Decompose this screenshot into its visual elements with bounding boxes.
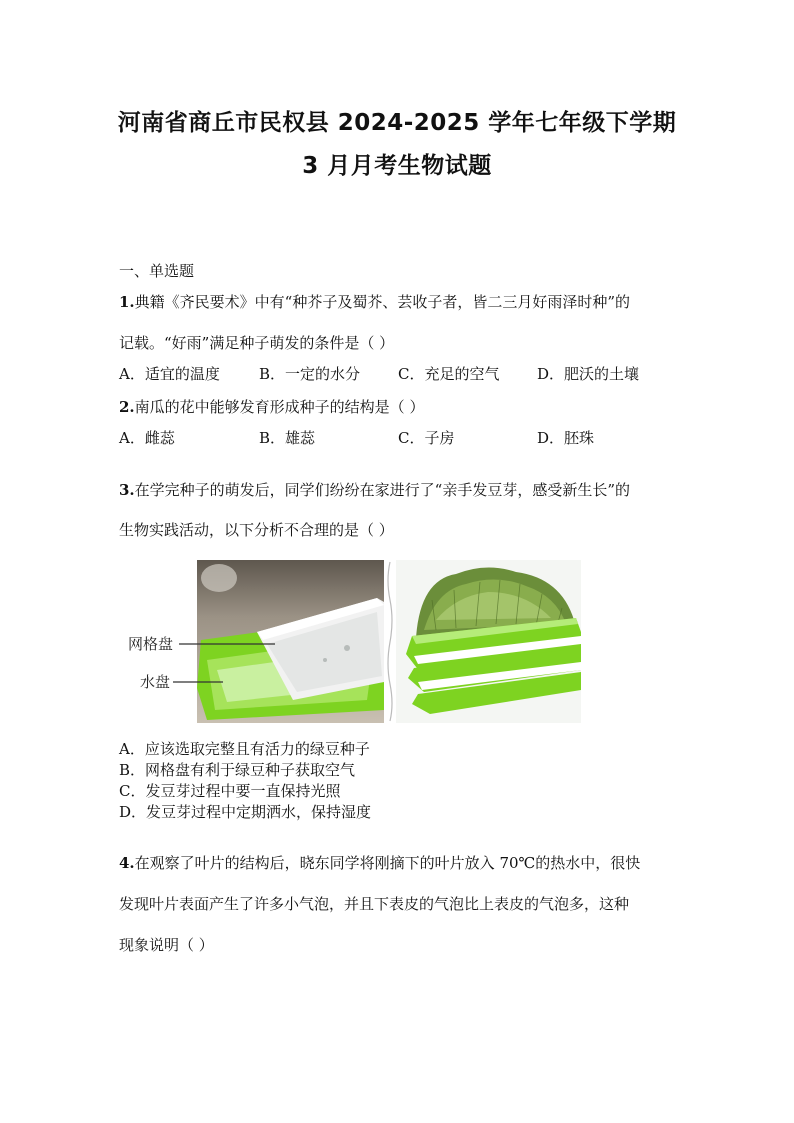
- question-1-text-1: 典籍《齐民要术》中有“种芥子及蜀芥、芸收子者，皆二三月好雨泽时种”的: [134, 293, 631, 311]
- question-3-line-1: [119, 479, 630, 500]
- question-2-number: 2.: [119, 398, 135, 416]
- question-4-line-1: [119, 852, 640, 873]
- question-2-text-1: 南瓜的花中能够发育形成种子的结构是（ ）: [134, 398, 425, 416]
- page-title-line-2: 3 月月考生物试题: [302, 153, 492, 179]
- question-4-line-3: 现象说明（ ）: [119, 936, 214, 954]
- question-3-line-2: 生物实践活动，以下分析不合理的是（ ）: [119, 521, 394, 539]
- question-3-number: 3.: [119, 481, 135, 499]
- question-2-option-b[interactable]: B．雄蕊: [259, 429, 316, 447]
- question-3-option-a[interactable]: A．应该选取完整且有活力的绿豆种子: [119, 740, 370, 758]
- question-2-option-d[interactable]: D．胚珠: [537, 429, 595, 447]
- question-3-option-b[interactable]: B．网格盘有利于绿豆种子获取空气: [119, 761, 356, 779]
- question-1-option-b[interactable]: B．一定的水分: [259, 365, 361, 383]
- question-4-number: 4.: [119, 854, 135, 872]
- bean-sprout-figure: [128, 560, 581, 723]
- question-2-option-c[interactable]: C．子房: [398, 429, 455, 447]
- figure-label-water-tray: 水盘: [140, 673, 171, 691]
- question-1-option-c[interactable]: C．充足的空气: [398, 365, 500, 383]
- page-title-line-1: 河南省商丘市民权县 2024-2025 学年七年级下学期: [117, 110, 677, 136]
- sprout-photo: [396, 560, 581, 723]
- question-1-line-2: 记载。“好雨”满足种子萌发的条件是（ ）: [119, 334, 395, 352]
- section-heading: 一、单选题: [119, 262, 195, 280]
- question-1-number: 1.: [119, 293, 135, 311]
- figure-label-mesh-tray: 网格盘: [128, 635, 174, 653]
- question-3-option-d[interactable]: D．发豆芽过程中定期洒水，保持湿度: [119, 803, 372, 821]
- question-1-line-1: [119, 291, 630, 312]
- figure-divider: [384, 560, 396, 723]
- question-4-text-1: 在观察了叶片的结构后，晓东同学将刚摘下的叶片放入 70℃的热水中，很快: [134, 854, 641, 872]
- question-3-text-1: 在学完种子的萌发后，同学们纷纷在家进行了“亲手发豆芽，感受新生长”的: [134, 481, 631, 499]
- question-2-option-a[interactable]: A．雌蕊: [119, 429, 175, 447]
- question-2-line-1: [119, 396, 424, 417]
- question-3-option-c[interactable]: C．发豆芽过程中要一直保持光照: [119, 782, 341, 800]
- question-1-option-a[interactable]: A．适宜的温度: [119, 365, 220, 383]
- question-4-line-2: 发现叶片表面产生了许多小气泡，并且下表皮的气泡比上表皮的气泡多，这种: [119, 895, 630, 913]
- question-1-option-d[interactable]: D．肥沃的土壤: [537, 365, 640, 383]
